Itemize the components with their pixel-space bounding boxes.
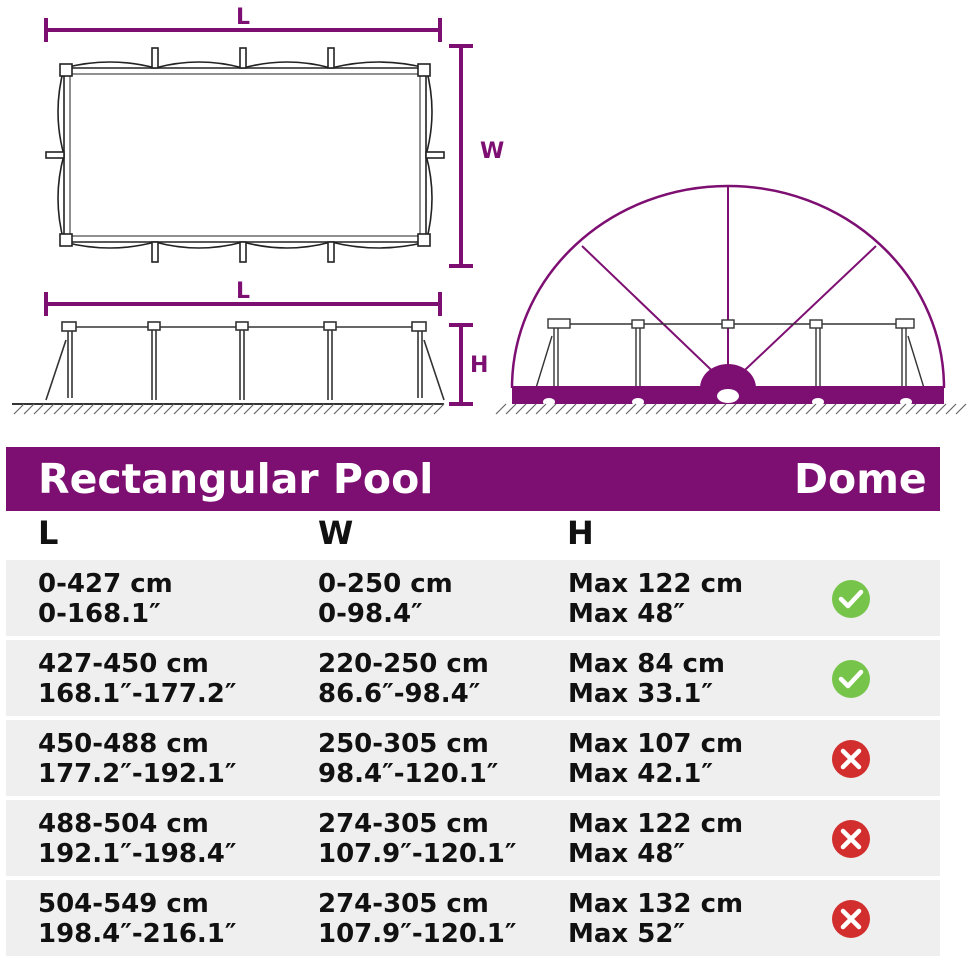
side-height-label: H bbox=[470, 353, 489, 378]
length-in: 177.2″-192.1″ bbox=[38, 759, 237, 789]
top-view-width-dimension bbox=[449, 46, 473, 266]
width-cm: 274-305 cm bbox=[318, 889, 489, 919]
width-cm: 220-250 cm bbox=[318, 649, 489, 679]
height-in: Max 48″ bbox=[568, 839, 686, 869]
height-in: Max 48″ bbox=[568, 599, 686, 629]
table-row bbox=[6, 880, 940, 956]
height-in: Max 52″ bbox=[568, 919, 686, 949]
length-cm: 427-450 cm bbox=[38, 649, 209, 679]
width-cm: 0-250 cm bbox=[318, 569, 453, 599]
column-header-h: H bbox=[567, 514, 594, 552]
width-cell bbox=[318, 649, 489, 709]
length-in: 168.1″-177.2″ bbox=[38, 679, 237, 709]
height-cell bbox=[568, 809, 743, 869]
width-cm: 274-305 cm bbox=[318, 809, 489, 839]
width-cell bbox=[318, 729, 498, 789]
side-length-label: L bbox=[235, 279, 251, 304]
length-cell bbox=[38, 889, 237, 949]
cross-icon bbox=[831, 899, 871, 939]
height-cell bbox=[568, 649, 725, 709]
height-cm: Max 84 cm bbox=[568, 649, 725, 679]
table-row bbox=[6, 560, 940, 636]
length-cell bbox=[38, 809, 237, 869]
height-cm: Max 107 cm bbox=[568, 729, 744, 759]
table-row bbox=[6, 720, 940, 796]
length-cell bbox=[38, 569, 173, 629]
cross-icon bbox=[831, 819, 871, 859]
length-in: 192.1″-198.4″ bbox=[38, 839, 237, 869]
table-row bbox=[6, 640, 940, 716]
length-cm: 488-504 cm bbox=[38, 809, 209, 839]
dome-view bbox=[496, 186, 966, 414]
width-in: 107.9″-120.1″ bbox=[318, 839, 517, 869]
table-row bbox=[6, 800, 940, 876]
height-cell bbox=[568, 889, 743, 949]
width-in: 0-98.4″ bbox=[318, 599, 423, 629]
width-cell bbox=[318, 889, 517, 949]
length-cell bbox=[38, 729, 237, 789]
top-length-label: L bbox=[235, 5, 251, 30]
dome-column-title: Dome bbox=[794, 455, 927, 503]
top-width-label: W bbox=[480, 139, 505, 164]
width-cm: 250-305 cm bbox=[318, 729, 489, 759]
length-in: 198.4″-216.1″ bbox=[38, 919, 237, 949]
ground-left bbox=[12, 404, 444, 414]
check-icon bbox=[831, 659, 871, 699]
height-cell bbox=[568, 729, 743, 789]
pool-dimension-diagram bbox=[0, 0, 972, 440]
pool-top-view bbox=[46, 48, 444, 262]
length-cm: 450-488 cm bbox=[38, 729, 209, 759]
table-title: Rectangular Pool bbox=[38, 455, 434, 503]
length-cell bbox=[38, 649, 237, 709]
width-cell bbox=[318, 569, 453, 629]
height-cell bbox=[568, 569, 743, 629]
height-cm: Max 122 cm bbox=[568, 569, 744, 599]
pool-side-view bbox=[46, 322, 444, 400]
height-in: Max 42.1″ bbox=[568, 759, 714, 789]
width-in: 107.9″-120.1″ bbox=[318, 919, 517, 949]
height-cm: Max 132 cm bbox=[568, 889, 744, 919]
column-header-w: W bbox=[318, 514, 354, 552]
height-in: Max 33.1″ bbox=[568, 679, 714, 709]
length-cm: 0-427 cm bbox=[38, 569, 173, 599]
length-cm: 504-549 cm bbox=[38, 889, 209, 919]
height-cm: Max 122 cm bbox=[568, 809, 744, 839]
length-in: 0-168.1″ bbox=[38, 599, 161, 629]
table-header-bar bbox=[6, 447, 940, 511]
width-cell bbox=[318, 809, 517, 869]
cross-icon bbox=[831, 739, 871, 779]
width-in: 86.6″-98.4″ bbox=[318, 679, 481, 709]
column-header-l: L bbox=[38, 514, 59, 552]
check-icon bbox=[831, 579, 871, 619]
width-in: 98.4″-120.1″ bbox=[318, 759, 499, 789]
